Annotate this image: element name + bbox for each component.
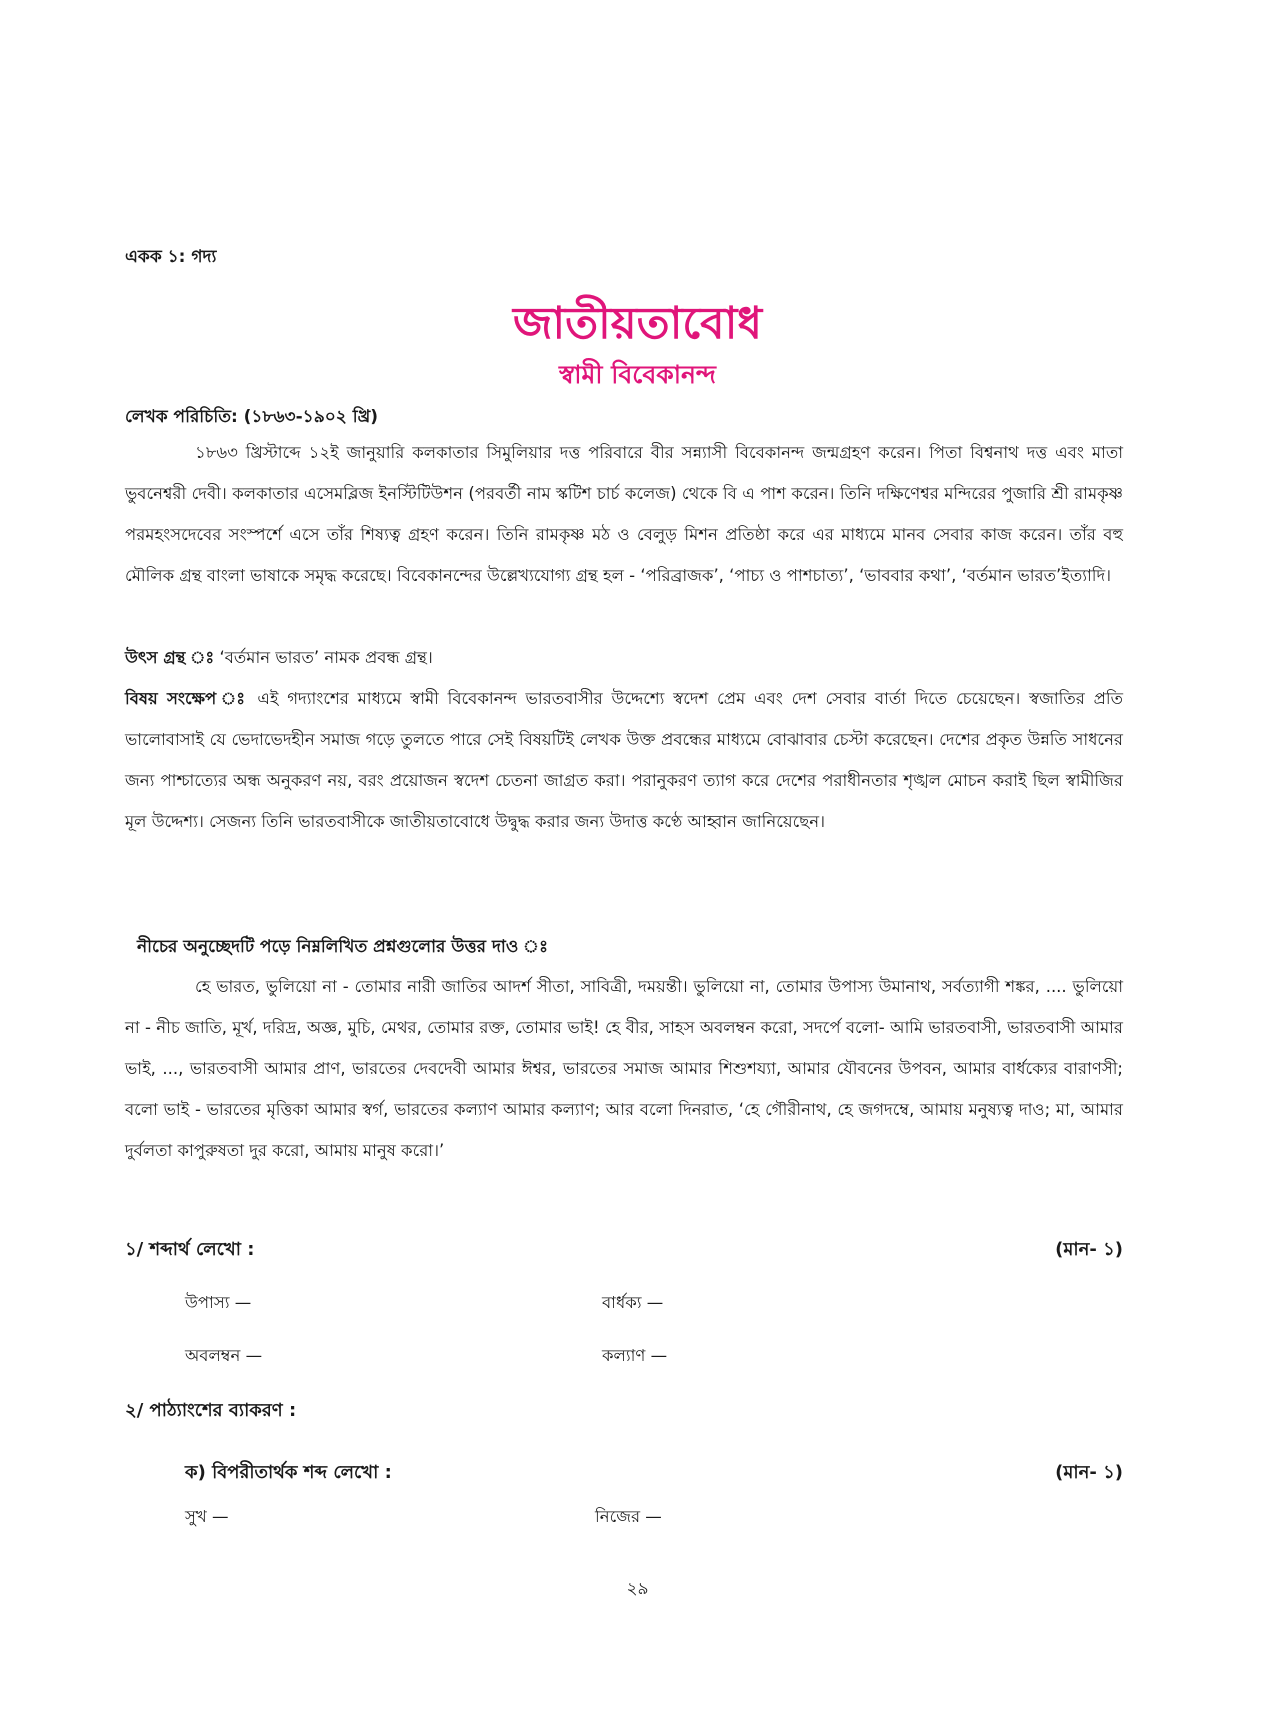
author-intro-text: ১৮৬৩ খ্রিস্টাব্দে ১২ই জানুয়ারি কলকাতার সিমুলিয়ার দত্ত পরিবারে বীর সন্ন্যাসী বিবেকানন্দ জন্মগ্রহণ করেন। পিতা বিশ্বনাথ দত্ত এবং মাতা ভুবনেশ্বরী দেবী। কলকাতার এসেমব্লিজ ইনস্টিটিউশন (পরবর্তী নাম স্কটিশ চার্চ কলেজ) থেকে বি এ পাশ করেন। তিনি দক্ষিণেশ্বর মন্দিরের পুজারি শ্রী রামকৃষ্ণ পরমহংসদেবের সংস্পর্শে এসে তাঁর শিষ্যত্ব গ্রহণ করেন। তিনি রামকৃষ্ণ মঠ ও বেলুড় মিশন প্রতিষ্ঠা করে এর মাধ্যমে মানব সেবার কাজ করেন। তাঁর বহু মৌলিক গ্রন্থ বাংলা ভাষাকে সমৃদ্ধ করেছে। বিবেকানন্দের উল্লেখ্যযোগ্য গ্রন্থ হল - ‘পরিব্রাজক’, ‘পাচ্য ও পাশচাত্য’, ‘ভাববার কথা’, ‘বর্তমান ভারত’ইত্যাদি। [125, 443, 1123, 585]
source-text: ‘বর্তমান ভারত’ নামক প্রবন্ধ গ্রন্থ। [219, 648, 433, 667]
q2-heading: ২/ পাঠ্যাংশের ব্যাকরণ : [125, 1400, 297, 1421]
q2-item: সুখ — [185, 1507, 229, 1526]
q2-marks: (মান- ১) [1055, 1462, 1123, 1483]
author-name: স্বামী বিবেকানন্দ [559, 360, 716, 389]
q1-item: অবলম্বন — [185, 1346, 263, 1365]
chapter-title: জাতীয়তাবোধ [512, 298, 762, 349]
page-number: ২৯ [626, 1579, 649, 1599]
q1-item: উপাস্য — [185, 1293, 252, 1312]
summary-label: বিষয় সংক্ষেপ ঃ [125, 689, 249, 708]
unit-label: একক ১: গদ্য [125, 247, 217, 267]
passage-instruction: নীচের অনুচ্ছেদটি পড়ে নিম্নলিখিত প্রশ্নগুলোর উত্তর দাও ঃ [137, 937, 549, 957]
q1-heading: ১/ শব্দার্থ লেখো : [125, 1239, 255, 1260]
q1-item: বার্ধক্য — [602, 1293, 664, 1312]
source-line [125, 637, 1123, 678]
q1-marks: (মান- ১) [1055, 1239, 1123, 1260]
summary-text: এই গদ্যাংশের মাধ্যমে স্বামী বিবেকানন্দ ভারতবাসীর উদ্দেশ্যে স্বদেশ প্রেম এবং দেশ সেবার বার্তা দিতে চেয়েছেন। স্বজাতির প্রতি ভালোবাসাই যে ভেদাভেদহীন সমাজ গড়ে তুলতে পারে সেই বিষয়টিই লেখক উক্ত প্রবন্ধের মাধ্যমে বোঝাবার চেস্টা করেছেন। দেশের প্রকৃত উন্নতি সাধনের জন্য পাশ্চাত্যের অন্ধ অনুকরণ নয়, বরং প্রয়োজন স্বদেশ চেতনা জাগ্রত করা। পরানুকরণ ত্যাগ করে দেশের পরাধীনতার শৃঙ্খল মোচন করাই ছিল স্বামীজির মূল উদ্দেশ্য। সেজন্য তিনি ভারতবাসীকে জাতীয়তাবোধে উদ্বুদ্ধ করার জন্য উদাত্ত কণ্ঠে আহ্বান জানিয়েছেন। [125, 689, 1124, 831]
source-label: উৎস গ্রন্থ ঃ [125, 648, 215, 667]
author-intro-heading: লেখক পরিচিতি: (১৮৬৩-১৯০২ খ্রি) [125, 407, 379, 427]
summary-block [125, 678, 1123, 842]
q1-item: কল্যাণ — [602, 1346, 668, 1365]
passage-text: হে ভারত, ভুলিয়ো না - তোমার নারী জাতির আদর্শ সীতা, সাবিত্রী, দময়ন্তী। ভুলিয়ো না, তোমার উপাস্য উমানাথ, সর্বত্যাগী শঙ্কর, .... ভুলিয়ো না - নীচ জাতি, মূর্খ, দরিদ্র, অজ্ঞ, মুচি, মেথর, তোমার রক্ত, তোমার ভাই! হে বীর, সাহস অবলম্বন করো, সদর্পে বলো- আমি ভারতবাসী, ভারতবাসী আমার ভাই, ..., ভারতবাসী আমার প্রাণ, ভারতের দেবদেবী আমার ঈশ্বর, ভারতের সমাজ আমার শিশুশয্যা, আমার যৌবনের উপবন, আমার বার্ধক্যের বারাণসী; বলো ভাই - ভারতের মৃত্তিকা আমার স্বর্গ, ভারতের কল্যাণ আমার কল্যাণ; আর বলো দিনরাত, ‘হে গৌরীনাথ, হে জগদম্বে, আমায় মনুষ্যত্ব দাও; মা, আমার দুর্বলতা কাপুরুষতা দুর করো, আমায় মানুষ করো।’ [125, 977, 1123, 1160]
q2-sub-heading: ক) বিপরীতার্থক শব্দ লেখো : [185, 1462, 392, 1483]
q2-item: নিজের — [595, 1507, 662, 1526]
